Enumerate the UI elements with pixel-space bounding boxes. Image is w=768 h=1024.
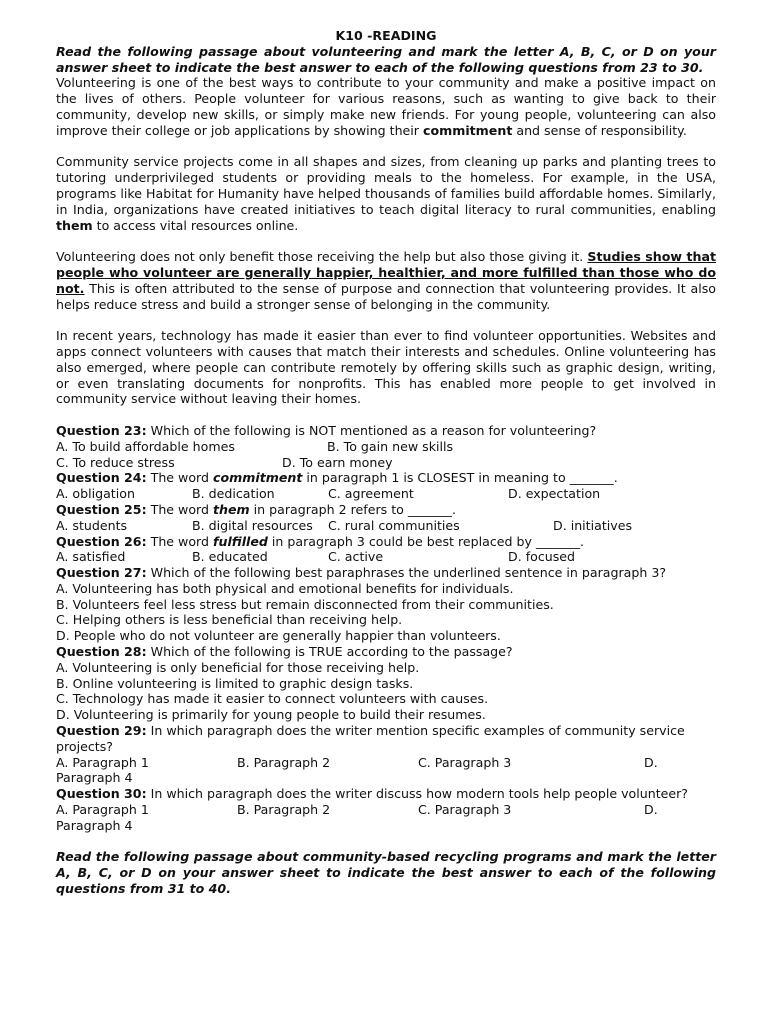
keyword-them: them	[56, 217, 93, 233]
option-d-continued: Paragraph 4	[56, 817, 133, 833]
question-25: Question 25: The word them in paragraph 2 refers to _______.	[56, 501, 456, 517]
worksheet-page	[56, 28, 716, 897]
question-23: Question 23: Which of the following is NOT mentioned as a reason for volunteering?	[56, 422, 597, 438]
option-a: A. Paragraph 1	[56, 802, 149, 818]
question-26-options	[56, 549, 716, 565]
question-23-options	[56, 439, 716, 455]
option-d: D. To earn money	[282, 454, 393, 470]
question-24: Question 24: The word commitment in paragraph 1 is CLOSEST in meaning to _______.	[56, 470, 618, 486]
keyword-commitment: commitment	[422, 122, 513, 138]
question-24-options	[56, 486, 716, 502]
option-b: B. Paragraph 2	[237, 754, 331, 770]
instruction-23-30: Read the following passage about volunteering and mark the letter A, B, C, or D on your answer sheet to indicate the best answer to each of the following questions from 23 to 30.	[56, 43, 716, 75]
option-b: B. dedication	[192, 486, 275, 502]
option-d: D. expectation	[508, 486, 601, 502]
option-c: C. Helping others is less beneficial than receiving help.	[56, 612, 403, 628]
paragraph-4: In recent years, technology has made it easier than ever to find volunteer opportunities. Websites and apps connect volunteers with causes that match their interests and schedules. Online volunteering has also emerged, where people can contribute remotely by offering skills such as graphic design, writing, or even translating documents for nonprofits. This has enabled more people to get involved in community service without leaving their homes.	[56, 328, 716, 407]
option-b: B. Paragraph 2	[237, 802, 331, 818]
page-title: K10 -READING	[335, 28, 437, 43]
option-b: B. digital resources	[192, 517, 313, 533]
option-a: A. To build affordable homes	[56, 438, 235, 454]
option-d-continued: Paragraph 4	[56, 770, 133, 786]
option-d: D.	[644, 754, 658, 770]
option-d: D. initiatives	[553, 517, 633, 533]
option-b: B. To gain new skills	[327, 438, 454, 454]
option-a: A. Volunteering has both physical and emotional benefits for individuals.	[56, 580, 514, 596]
question-29: Question 29: In which paragraph does the writer mention specific examples of community service projects?	[56, 723, 685, 754]
question-30-options	[56, 802, 716, 818]
option-c: C. Paragraph 3	[418, 754, 512, 770]
question-28: Question 28: Which of the following is TRUE according to the passage?	[56, 644, 513, 660]
paragraph-2: Community service projects come in all shapes and sizes, from cleaning up parks and planting trees to tutoring underprivileged students or providing meals to the homeless. For example, in the USA, programs like Habitat for Humanity have helped thousands of families build affordable homes. Similarly, in India, organizations have created initiatives to teach digital literacy to rural communities, enabling them to access vital resources online.	[56, 154, 716, 233]
option-a: A. obligation	[56, 486, 135, 502]
question-30: Question 30: In which paragraph does the writer discuss how modern tools help people volunteer?	[56, 786, 688, 802]
option-a: A. Paragraph 1	[56, 754, 149, 770]
option-c: C. To reduce stress	[56, 454, 175, 470]
option-b: B. Online volunteering is limited to graphic design tasks.	[56, 675, 414, 691]
option-c: C. Paragraph 3	[418, 802, 512, 818]
option-a: A. satisfied	[56, 549, 126, 565]
option-d: D. Volunteering is primarily for young people to build their resumes.	[56, 707, 486, 723]
option-d: D. People who do not volunteer are generally happier than volunteers.	[56, 628, 501, 644]
option-d: D.	[644, 802, 658, 818]
option-a: A. students	[56, 517, 128, 533]
underlined-sentence: Studies show that people who volunteer are generally happier, healthier, and more fulfilled than those who do not.	[56, 249, 716, 296]
option-a: A. Volunteering is only beneficial for those receiving help.	[56, 659, 420, 675]
option-c: C. rural communities	[328, 517, 460, 533]
question-26: Question 26: The word fulfilled in paragraph 3 could be best replaced by _______.	[56, 533, 585, 549]
question-25-options	[56, 518, 716, 534]
paragraph-1: Volunteering is one of the best ways to contribute to your community and make a positive impact on the lives of others. People volunteer for various reasons, such as wanting to give back to their community, develop new skills, or simply make new friends. For young people, volunteering can also improve their college or job applications by showing their commitment and sense of responsibility.	[56, 75, 716, 138]
option-c: C. active	[328, 549, 384, 565]
option-c: C. Technology has made it easier to connect volunteers with causes.	[56, 691, 489, 707]
question-29-options	[56, 755, 716, 771]
question-27: Question 27: Which of the following best paraphrases the underlined sentence in paragraph 3?	[56, 565, 667, 581]
instruction-31-40: Read the following passage about community-based recycling programs and mark the letter A, B, C, or D on your answer sheet to indicate the best answer to each of the following questions from 31 to 40.	[56, 849, 716, 897]
option-b: B. educated	[192, 549, 268, 565]
option-d: D. focused	[508, 549, 576, 565]
option-c: C. agreement	[328, 486, 414, 502]
option-b: B. Volunteers feel less stress but remain disconnected from their communities.	[56, 596, 554, 612]
paragraph-3: Volunteering does not only benefit those receiving the help but also those giving it. Studies show that people who volunteer are generally happier, healthier, and more fulfilled than those who do not. This is often attributed to the sense of purpose and connection that volunteering provides. It also helps reduce stress and build a stronger sense of belonging in the community.	[56, 249, 716, 312]
